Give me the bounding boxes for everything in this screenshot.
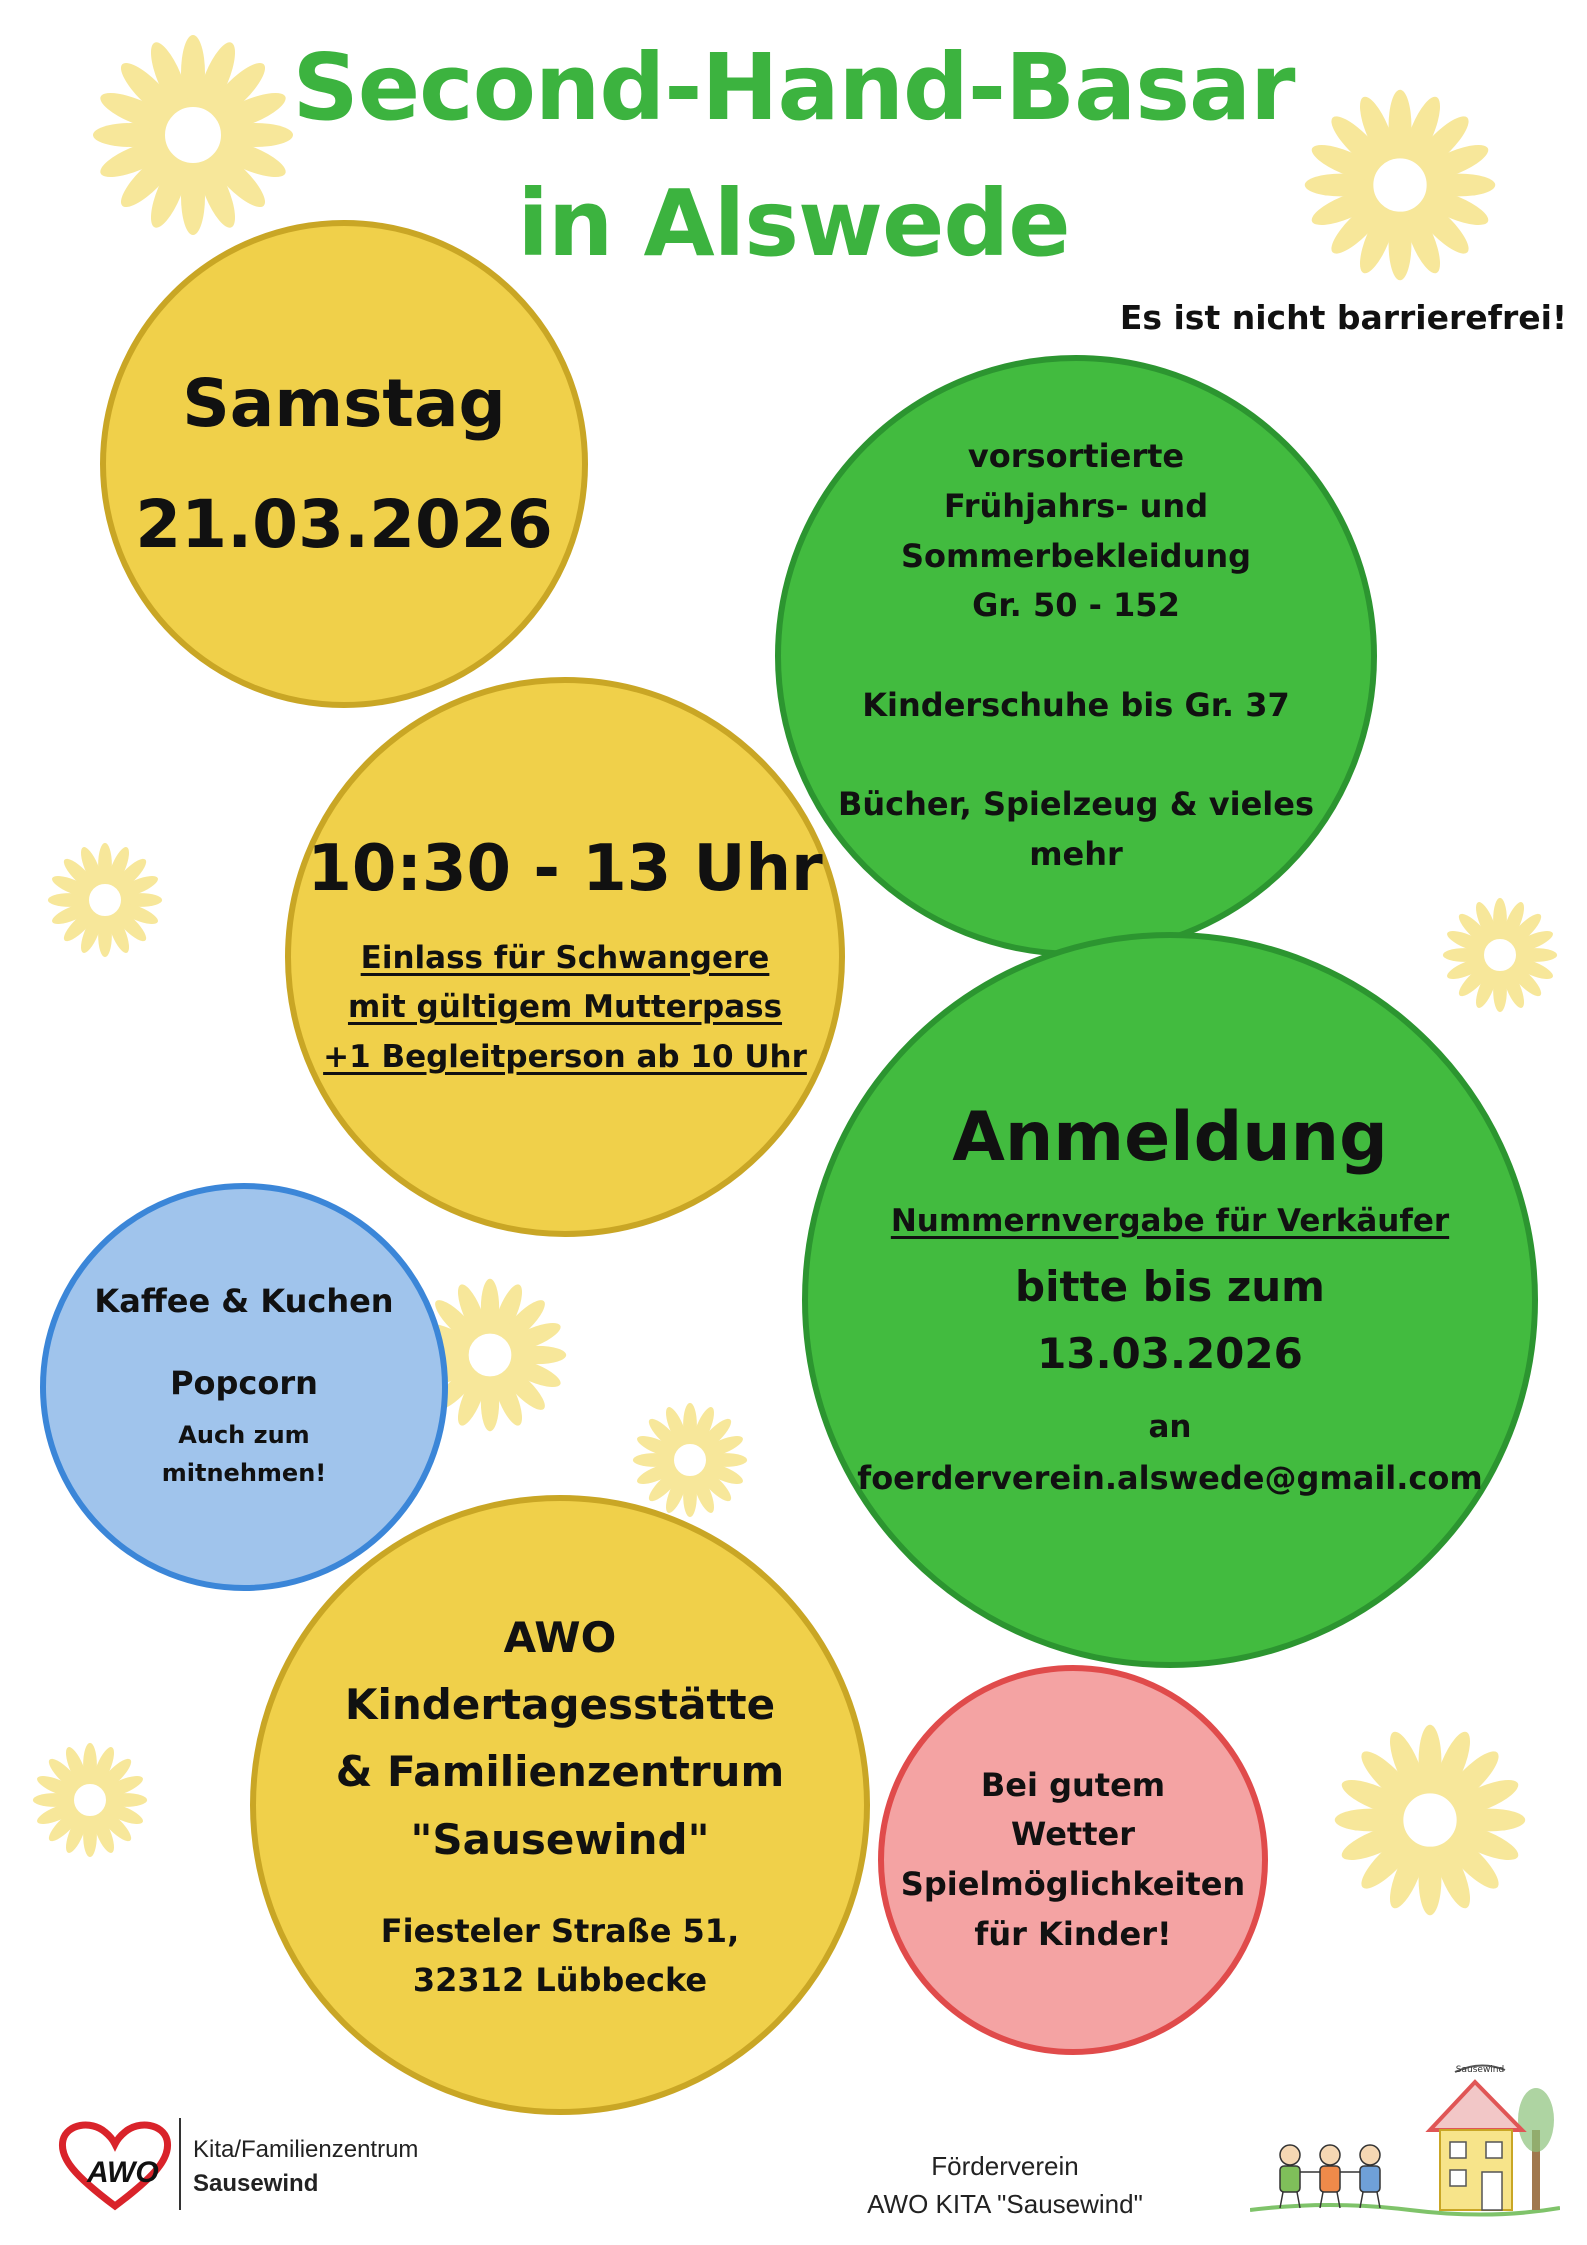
accessibility-note: Es ist nicht barrierefrei! <box>1119 298 1567 337</box>
items-line2: Frühjahrs- und <box>943 487 1209 526</box>
awo-logo-text: AWO <box>87 2156 159 2189</box>
time-circle <box>285 677 845 1237</box>
date-value: 21.03.2026 <box>135 486 553 563</box>
venue-address1: Fiesteler Straße 51, <box>380 1911 740 1950</box>
sponsor-text <box>795 2148 1215 2223</box>
items-line1: vorsortierte <box>967 437 1185 476</box>
flower-icon <box>30 1740 150 1860</box>
registration-subheading: Nummernvergabe für Verkäufer <box>890 1202 1450 1239</box>
awo-logo-divider <box>179 2118 181 2210</box>
weather-line3: Spielmöglichkeiten <box>900 1865 1246 1903</box>
org-line2: Sausewind <box>193 2170 319 2197</box>
early-entry-line2: mit gültigem Mutterpass <box>347 989 783 1026</box>
children-house-drawing-icon <box>1250 2060 1560 2225</box>
food-circle <box>40 1183 448 1591</box>
early-entry-line1: Einlass für Schwangere <box>360 939 770 976</box>
venue-line3: & Familienzentrum <box>335 1747 785 1797</box>
items-circle <box>775 355 1377 957</box>
food-line1: Kaffee & Kuchen <box>94 1281 394 1320</box>
food-line3: Auch zum <box>178 1420 310 1449</box>
date-circle <box>100 220 588 708</box>
venue-line1: AWO <box>503 1613 617 1663</box>
items-line3: Sommerbekleidung <box>900 536 1252 575</box>
weather-line2: Wetter <box>1011 1815 1135 1854</box>
items-other-line2: mehr <box>1029 834 1123 873</box>
venue-circle <box>250 1495 870 2115</box>
drawing-sign-text: Sausewind <box>1455 2065 1505 2075</box>
registration-heading: Anmeldung <box>952 1097 1388 1177</box>
weather-circle <box>878 1665 1268 2055</box>
sponsor-line1: Förderverein <box>931 2151 1079 2181</box>
registration-deadline-line1: bitte bis zum <box>1015 1261 1325 1311</box>
awo-logo <box>55 2118 455 2218</box>
weather-line4: für Kinder! <box>974 1914 1172 1953</box>
sponsor-line2: AWO KITA "Sausewind" <box>867 2188 1143 2219</box>
registration-to: an <box>1148 1409 1192 1446</box>
early-entry-line3: +1 Begleitperson ab 10 Uhr <box>323 1038 807 1075</box>
flower-icon <box>45 840 165 960</box>
venue-address2: 32312 Lübbecke <box>412 1961 708 2000</box>
flower-icon <box>1330 1720 1530 1920</box>
items-line4: Gr. 50 - 152 <box>972 586 1180 625</box>
flower-icon <box>1440 895 1560 1015</box>
registration-circle <box>802 932 1538 1668</box>
opening-time: 10:30 - 13 Uhr <box>307 831 823 906</box>
page-title-line1: Second-Hand-Basar <box>292 34 1295 141</box>
food-line4: mitnehmen! <box>161 1459 327 1487</box>
registration-deadline-line2: 13.03.2026 <box>1037 1329 1303 1379</box>
org-line1: Kita/Familienzentrum <box>193 2136 419 2163</box>
items-other-line1: Bücher, Spielzeug & vieles <box>837 785 1315 824</box>
page-title-line2: in Alswede <box>517 170 1070 277</box>
registration-email[interactable]: foerderverein.alswede@gmail.com <box>857 1459 1483 1498</box>
venue-line4: "Sausewind" <box>410 1814 710 1864</box>
food-line2: Popcorn <box>170 1363 318 1402</box>
flower-icon <box>630 1400 750 1520</box>
items-shoes: Kinderschuhe bis Gr. 37 <box>862 685 1290 724</box>
date-day: Samstag <box>182 365 506 442</box>
weather-line1: Bei gutem <box>980 1765 1166 1804</box>
venue-line2: Kindertagesstätte <box>344 1680 776 1730</box>
